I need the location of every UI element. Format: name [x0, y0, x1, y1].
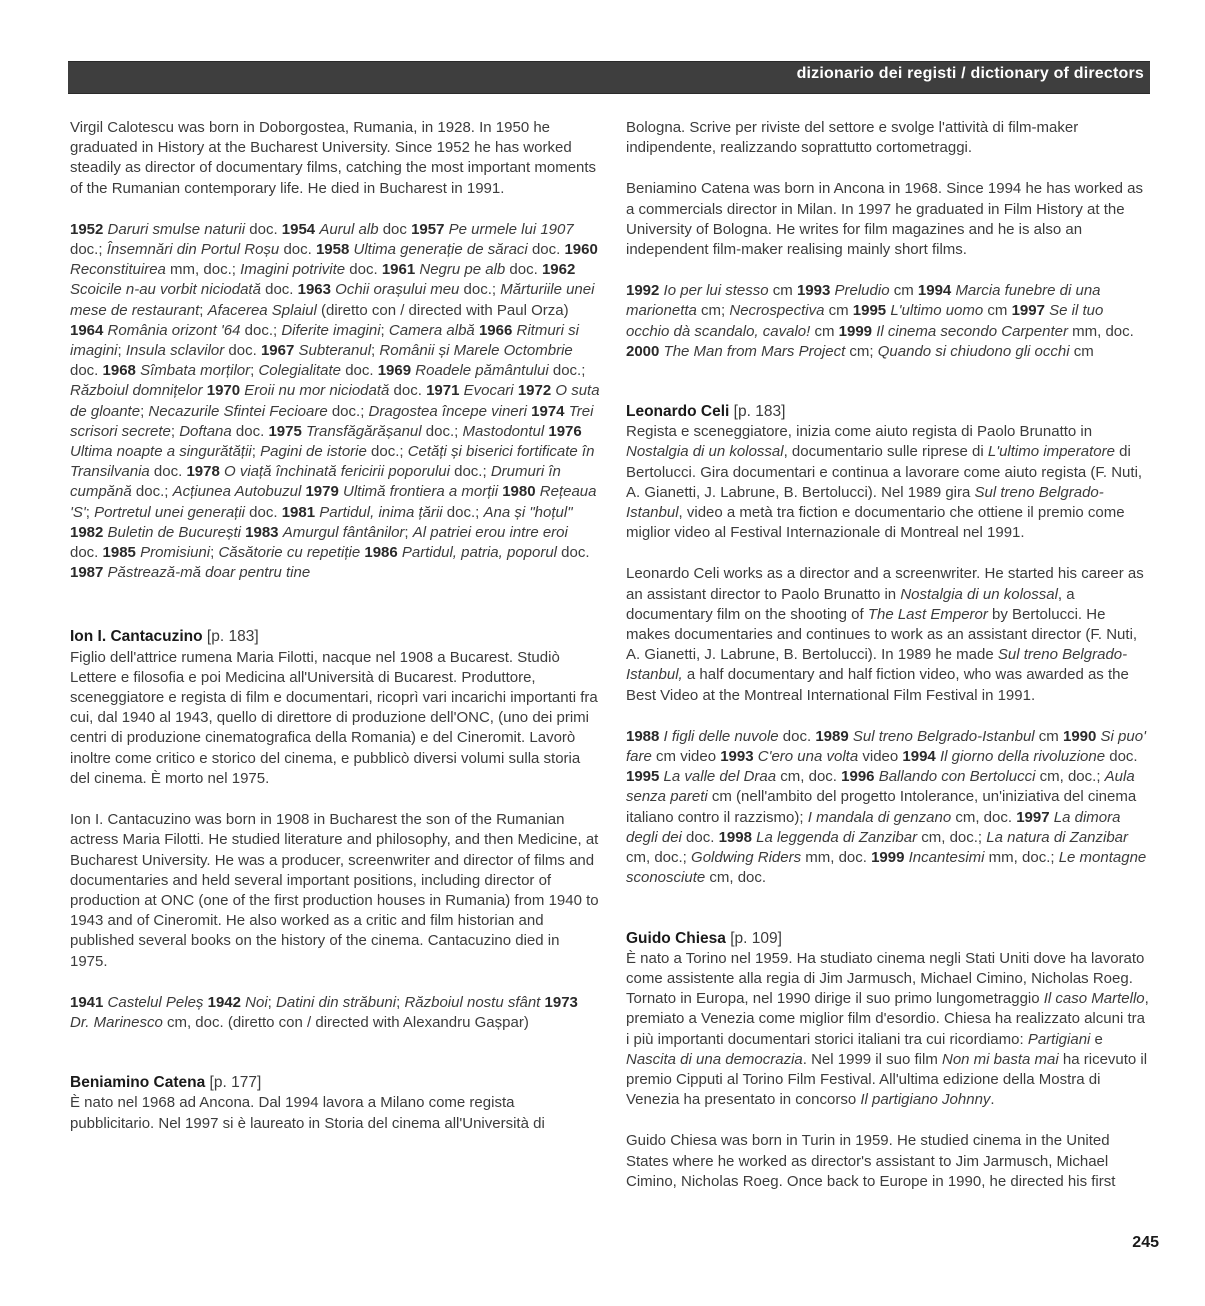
work-title: La valle del Draa	[663, 768, 777, 786]
catena-bio-it-start: È nato nel 1968 ad Ancona. Dal 1994 lavora a Milano come regista pubblicitario. Nel 1997 si è laureato in Storia del cinema all'Università di	[70, 1094, 545, 1132]
text-run: doc.	[778, 727, 816, 745]
text-run: cm	[983, 302, 1012, 320]
year: 1962	[541, 261, 576, 279]
year: 1973	[544, 993, 578, 1011]
work-title: Cetăți și biserici fortificate în Transilvania	[70, 443, 595, 481]
text-run: cm	[1069, 342, 1094, 360]
text-run: È nato a Torino nel 1959. Ha studiato cinema negli Stati Uniti dove ha lavorato come assistente alla regia di Jim Jarmusch, Michael Cimino, Nicholas Roeg. Tornato in Europa, nel 1990 dirige il suo primo lungometraggio	[626, 949, 1145, 1008]
work-title: Partidul, patria, poporul	[401, 544, 558, 562]
work-title: L'ultimo imperatore	[987, 443, 1115, 461]
work-title: Amurgul fântânilor	[282, 523, 405, 541]
work-title: Ultima noapte a singurătății	[70, 443, 252, 461]
text-run: doc.;	[442, 503, 484, 521]
work-title: O suta de gloante	[70, 382, 600, 420]
cantacuzino-bio-en: Ion I. Cantacuzino was born in 1908 in Bucharest the son of the Rumanian actress Maria Filotti. He studied literature and philosophy, and then Medicine, at Bucharest University. He was a producer, screenwriter and director of films and documentaries and held several important positions, including director of production at ONC (one of the first production houses in Rumania) from 1940 to 1943 and of Cineromit. He also worked as a critic and film historian and published several books on the history of the cinema. Cantacuzino died in 1975.	[70, 811, 599, 970]
work-title: Nascita di una democrazia	[626, 1050, 803, 1068]
work-title: Nostalgia di un kolossal	[626, 443, 784, 461]
text-run: cm, doc.	[705, 869, 767, 887]
text-run: cm, doc.;	[1035, 768, 1105, 786]
text-run: cm	[768, 282, 797, 300]
work-title: Reconstituirea	[70, 261, 166, 279]
year: 1963	[297, 281, 336, 299]
text-run: ;	[250, 362, 259, 380]
year: 1978	[186, 463, 224, 481]
work-title: Daruri smulse naturii	[107, 220, 246, 238]
text-run: cm, doc.	[951, 808, 1017, 826]
text-run: . Nel 1999 il suo film	[802, 1050, 942, 1068]
text-run: .	[990, 1091, 995, 1109]
work-title: La leggenda di Zanzibar	[756, 828, 918, 846]
work-title: Subteranul	[298, 342, 372, 360]
text-run: doc.	[70, 362, 103, 380]
text-run: ha ricevuto il premio Cipputi al Torino Film Festival. All'ultima edizione della Mostra di Venezia ha presentato in concorso	[626, 1050, 1148, 1109]
year: 1964	[70, 321, 108, 339]
work-title: Marcia funebre di una marionetta	[626, 282, 1101, 320]
work-title: The Last Emperor	[867, 605, 988, 623]
work-title: Ochii orașului meu	[335, 281, 460, 299]
work-title: Pagini de istorie	[260, 443, 367, 461]
left-column	[70, 118, 600, 1134]
work-title: Sul treno Belgrado-Istanbul	[852, 727, 1035, 745]
year: 1958	[315, 241, 354, 259]
year: 1952	[70, 220, 108, 238]
text-run: ;	[199, 301, 208, 319]
year: 1997	[1011, 302, 1050, 320]
work-title: Însemnări din Portul Roșu	[106, 241, 280, 259]
chiesa-bio-it	[626, 949, 1150, 1111]
text-run: doc.;	[459, 281, 501, 299]
work-title: Goldwing Riders	[691, 849, 802, 867]
work-title: La natura di Zanzibar	[986, 828, 1129, 846]
text-run: doc.;	[327, 402, 369, 420]
work-title: Evocari	[463, 382, 514, 400]
text-run: e	[1090, 1030, 1103, 1048]
work-title: Partidul, inima țării	[319, 503, 443, 521]
work-title: I mandala di genzano	[807, 808, 952, 826]
work-title: Diferite imagini	[281, 321, 381, 339]
work-title: Căsătorie cu repetiție	[218, 544, 361, 562]
work-title: La dimora degli dei	[626, 808, 1121, 846]
text-run: cm;	[696, 302, 730, 320]
text-run: cm, doc.	[776, 768, 842, 786]
work-title: Doftana	[179, 422, 232, 440]
text-run: ;	[140, 402, 149, 420]
year: 1961	[381, 261, 420, 279]
work-title: The Man from Mars Project	[663, 342, 846, 360]
text-run: mm, doc.;	[984, 849, 1059, 867]
year: 1989	[815, 727, 853, 745]
text-run: ;	[251, 443, 261, 461]
work-title: Sul treno Belgrado-Istanbul	[626, 483, 1104, 522]
year: 1974	[531, 402, 569, 420]
year: 1994	[917, 282, 956, 300]
entry-heading-chiesa	[626, 929, 1150, 949]
year: 1995	[852, 302, 891, 320]
text-run: mm, doc.	[801, 849, 872, 867]
year: 1994	[902, 748, 940, 766]
year: 1986	[364, 544, 402, 562]
work-title: Le montagne sconosciute	[626, 849, 1147, 887]
director-name: Beniamino Catena	[70, 1074, 206, 1092]
work-title: Acțiunea Autobuzul	[172, 483, 302, 501]
text-run: cm, doc. (diretto con / directed with Alexandru Gașpar)	[162, 1013, 529, 1031]
work-title: Mastodontul	[462, 422, 545, 440]
work-title: Drumuri în cumpănă	[70, 463, 561, 501]
page-ref: [p. 109]	[725, 929, 782, 947]
work-title: Negru pe alb	[419, 261, 506, 279]
work-title: Buletin de București	[107, 523, 241, 541]
work-title: Se il tuo occhio dà scandalo, cavalo!	[626, 302, 1104, 340]
text-run: doc.	[1105, 748, 1138, 766]
calotescu-bio-en: Virgil Calotescu was born in Doborgostea, Rumania, in 1928. In 1950 he graduated in History at the Bucharest University. Since 1952 he has worked steadily as director of documentary films, catching the most important moments of the Rumanian contemporary life. He died in Bucharest in 1991.	[70, 119, 597, 197]
year: 1975	[268, 422, 306, 440]
text-run: doc.	[231, 422, 269, 440]
text-run: doc.;	[70, 241, 107, 259]
text-run: doc.	[224, 342, 261, 360]
year: 2000	[626, 342, 664, 360]
cantacuzino-filmography	[70, 993, 600, 1033]
catena-bio-it-end: Bologna. Scrive per riviste del settore e svolge l'attività di film-maker indipendente, realizzando soprattutto cortometraggi.	[626, 119, 1079, 157]
director-name: Guido Chiesa	[626, 929, 726, 947]
section-header-bar	[68, 61, 1150, 94]
text-run: doc.	[345, 261, 382, 279]
year: 1981	[281, 503, 320, 521]
text-run: Regista e sceneggiatore, inizia come aiuto regista di Paolo Brunatto in	[626, 423, 1093, 441]
cantacuzino-bio-it: Figlio dell'attrice rumena Maria Filotti, nacque nel 1908 a Bucarest. Studiò Lettere e filosofia e poi Medicina all'Università di Bucarest. Produttore, sceneggiatore e regista di film e documentari, ricoprì vari incarichi importanti fra cui, dal 1940 al 1943, quello di direttore di produzione dell'ONC, (uno dei primi centri di produzione cinematografica della Romania) e del Cineromit. Lavorò inoltre come critico e storico del cinema, e pubblicò diversi volumi sulla storia del cinema. È morto nel 1975.	[70, 648, 598, 787]
work-title: Scoicile n-au vorbit niciodată	[70, 281, 261, 299]
work-title: Imagini potrivite	[240, 261, 346, 279]
text-run: doc.	[527, 241, 565, 259]
work-title: Preludio	[834, 282, 890, 300]
text-run: mm, doc.;	[165, 261, 241, 279]
text-run: doc.	[681, 828, 719, 846]
entry-heading-catena	[70, 1073, 600, 1093]
year: 1969	[377, 362, 416, 380]
work-title: Necazurile Sfintei Fecioare	[148, 402, 328, 420]
text-run: cm, doc.;	[626, 849, 692, 867]
work-title: Colegialitate	[258, 362, 342, 380]
text-run: ;	[117, 342, 126, 360]
text-run: doc.	[389, 382, 427, 400]
work-title: Il partigiano Johnny	[860, 1091, 991, 1109]
work-title: Quando si chiudono gli occhi	[877, 342, 1070, 360]
work-title: Non mi basta mai	[942, 1050, 1059, 1068]
text-run: doc.	[245, 503, 282, 521]
text-run: ;	[380, 321, 389, 339]
catena-filmography	[626, 281, 1150, 362]
work-title: L'ultimo uomo	[890, 302, 984, 320]
text-run: doc.;	[366, 443, 408, 461]
year: 1993	[720, 748, 758, 766]
year: 1992	[626, 282, 664, 300]
text-run: doc.	[341, 362, 378, 380]
work-title: C'ero una volta	[757, 748, 859, 766]
year: 1993	[796, 282, 835, 300]
work-title: Io per lui stesso	[663, 282, 769, 300]
text-run: ;	[170, 422, 180, 440]
year: 1995	[626, 768, 664, 786]
text-run: doc.	[245, 220, 282, 238]
work-title: Afacerea Splaiul	[207, 301, 317, 319]
year: 1999	[838, 322, 877, 340]
work-title: Mărturiile unei mese de restaurant	[70, 281, 595, 319]
work-title: Sul treno Belgrado-Istanbul,	[626, 646, 1128, 684]
chiesa-bio-en-start: Guido Chiesa was born in Turin in 1959. He studied cinema in the United States where he worked as director's assistant to Jim Jarmusch, Michael Cimino, Nicholas Roeg. Once back to Europe in 1990, he directed his first	[626, 1132, 1116, 1190]
year: 1997	[1016, 808, 1054, 826]
section-title: dizionario dei registi / dictionary of directors	[796, 65, 1144, 82]
year: 1957	[411, 220, 449, 238]
year: 1954	[281, 220, 320, 238]
year: 1970	[206, 382, 245, 400]
director-name: Ion I. Cantacuzino	[70, 628, 203, 646]
work-title: Ana și "hoțul"	[483, 503, 573, 521]
work-title: Aurul alb	[319, 220, 379, 238]
year: 1971	[426, 382, 464, 400]
work-title: Necrospectiva	[729, 302, 825, 320]
celi-bio-en	[626, 564, 1150, 705]
work-title: Trei scrisori secrete	[70, 402, 594, 440]
text-run: cm (nell'ambito del progetto Intolerance, un'iniziativa del cinema italiano contro il razzismo);	[626, 788, 1137, 826]
work-title: Partigiani	[1027, 1030, 1091, 1048]
entry-heading-celi	[626, 402, 1150, 422]
work-title: Dr. Marinesco	[70, 1013, 163, 1031]
entry-heading-cantacuzino	[70, 627, 600, 647]
work-title: Il caso Martello	[1043, 990, 1145, 1008]
work-title: Al patriei erou intre eroi	[412, 523, 568, 541]
text-run: di Bertolucci. Gira documentari e continua a lavorare come aiuto regista (F. Nuti, A. Gianetti, J. Labrune, B. Bertolucci). Nel 1989 gira	[626, 443, 1143, 501]
text-run: cm video	[651, 748, 721, 766]
work-title: Ultimă frontiera a morții	[343, 483, 499, 501]
work-title: Il giorno della rivoluzione	[939, 748, 1106, 766]
celi-bio-it	[626, 422, 1150, 543]
text-run: ;	[404, 523, 413, 541]
catena-bio-en: Beniamino Catena was born in Ancona in 1968. Since 1994 he has worked as a commercials director in Milan. In 1997 he graduated in Film History at the University of Bologna. He writes for film magazines and he is also an independent film-maker realising mainly short films.	[626, 180, 1144, 259]
work-title: Războiul nostu sfânt	[404, 993, 541, 1011]
work-title: Transfăgărășanul	[305, 422, 422, 440]
work-title: Portretul unei generații	[94, 503, 246, 521]
text-run: doc.	[70, 544, 103, 562]
year: 1960	[564, 241, 598, 259]
work-title: Promisiuni	[140, 544, 211, 562]
work-title: România orizont '64	[107, 321, 241, 339]
year: 1988	[626, 727, 664, 745]
year: 1990	[1062, 727, 1101, 745]
text-run: , video a metà tra fiction e documentario che ottiene il premio come miglior video al Festival Internazionale di Montreal nel 1991.	[626, 504, 1125, 542]
year: 1979	[305, 483, 343, 501]
text-run: cm, doc.;	[917, 828, 987, 846]
text-run: cm	[889, 282, 918, 300]
year: 1987	[70, 564, 108, 582]
work-title: Noi	[245, 993, 268, 1011]
work-title: Dragostea începe vineri	[368, 402, 527, 420]
year: 1972	[517, 382, 556, 400]
text-run: by Bertolucci. He makes documentaries and continues to work as an assistant director (F. Nuti, A. Gianetti, J. Labrune, B. Bertolucci). In 1989 he made	[626, 605, 1138, 664]
work-title: Ballando con Bertolucci	[878, 768, 1036, 786]
year: 1942	[207, 993, 246, 1011]
year: 1941	[70, 993, 108, 1011]
work-title: Ritmuri si imagini	[70, 321, 579, 360]
calotescu-filmography	[70, 220, 600, 584]
text-run: ;	[396, 993, 405, 1011]
text-run: cm;	[845, 342, 878, 360]
year: 1982	[70, 523, 108, 541]
year: 1968	[102, 362, 141, 380]
text-run: a half documentary and half fiction video, who was awarded as the Best Video at the Montreal International Film Festival in 1991.	[626, 666, 1129, 704]
text-run: doc.;	[548, 362, 586, 380]
text-run: , documentario sulle riprese di	[783, 443, 988, 461]
work-title: O viață închinată fericirii poporului	[224, 463, 450, 481]
year: 1983	[245, 523, 283, 541]
work-title: Sîmbata morților	[140, 362, 251, 380]
text-run: doc.;	[449, 463, 491, 481]
text-run: cm	[1034, 727, 1063, 745]
page-ref: [p. 183]	[202, 628, 259, 646]
text-run: ;	[85, 503, 95, 521]
text-run: doc.	[149, 463, 187, 481]
work-title: Ultima generație de săraci	[353, 241, 528, 259]
work-title: Războiul domnițelor	[70, 382, 203, 400]
text-run: ;	[210, 544, 219, 562]
text-run: cm	[824, 302, 853, 320]
text-run: (diretto con / directed with Paul Orza)	[316, 301, 569, 319]
work-title: Nostalgia di un kolossal	[900, 585, 1058, 603]
work-title: Aula senza pareti	[626, 768, 1135, 806]
text-run: ;	[267, 993, 277, 1011]
text-run: doc.	[260, 281, 298, 299]
text-run: cm	[810, 322, 839, 340]
year: 1996	[841, 768, 879, 786]
right-column	[626, 118, 1150, 1192]
text-run: mm, doc.	[1067, 322, 1134, 340]
work-title: Castelul Peleș	[107, 993, 204, 1011]
work-title: Românii și Marele Octombrie	[379, 342, 573, 360]
work-title: Rețeaua 'S'	[70, 483, 597, 521]
year: 1998	[718, 828, 757, 846]
text-run: doc.;	[421, 422, 463, 440]
year: 1966	[478, 321, 517, 339]
director-name: Leonardo Celi	[626, 403, 730, 421]
text-run: ;	[371, 342, 380, 360]
text-run: doc.;	[131, 483, 173, 501]
page-number: 245	[1132, 1234, 1159, 1251]
work-title: I figli delle nuvole	[663, 727, 779, 745]
text-run: Leonardo Celi works as a director and a screenwriter. He started his career as an assistant director to Paolo Brunatto in	[626, 565, 1144, 603]
year: 1967	[260, 342, 299, 360]
work-title: Insula sclavilor	[125, 342, 225, 360]
text-run: doc.	[557, 544, 590, 562]
work-title: Păstrează-mă doar pentru tine	[107, 564, 311, 582]
work-title: Eroii nu mor niciodată	[244, 382, 390, 400]
work-title: Pe urmele lui 1907	[448, 220, 574, 238]
work-title: Si puo' fare	[626, 727, 1146, 766]
year: 1976	[548, 422, 582, 440]
text-run: video	[858, 748, 903, 766]
page-ref: [p. 177]	[205, 1074, 262, 1092]
work-title: Roadele pământului	[415, 362, 549, 380]
year: 1999	[871, 849, 909, 867]
work-title: Camera albă	[388, 321, 475, 339]
year: 1985	[102, 544, 141, 562]
work-title: Incantesimi	[908, 849, 985, 867]
page-ref: [p. 183]	[729, 403, 786, 421]
year: 1980	[502, 483, 540, 501]
text-run: doc	[378, 220, 412, 238]
text-run: , premiato a Venezia come miglior film d'esordio. Chiesa ha realizzato alcuni tra i più importanti documentari storici italiani tra cui ricordiamo:	[626, 990, 1149, 1048]
work-title: Il cinema secondo Carpenter	[876, 322, 1068, 340]
text-run: doc.	[279, 241, 316, 259]
text-run: , a documentary film on the shooting of	[626, 585, 1075, 623]
celi-filmography	[626, 727, 1150, 889]
text-run: doc.	[505, 261, 542, 279]
work-title: Datini din străbuni	[276, 993, 397, 1011]
text-run: doc.;	[240, 321, 282, 339]
